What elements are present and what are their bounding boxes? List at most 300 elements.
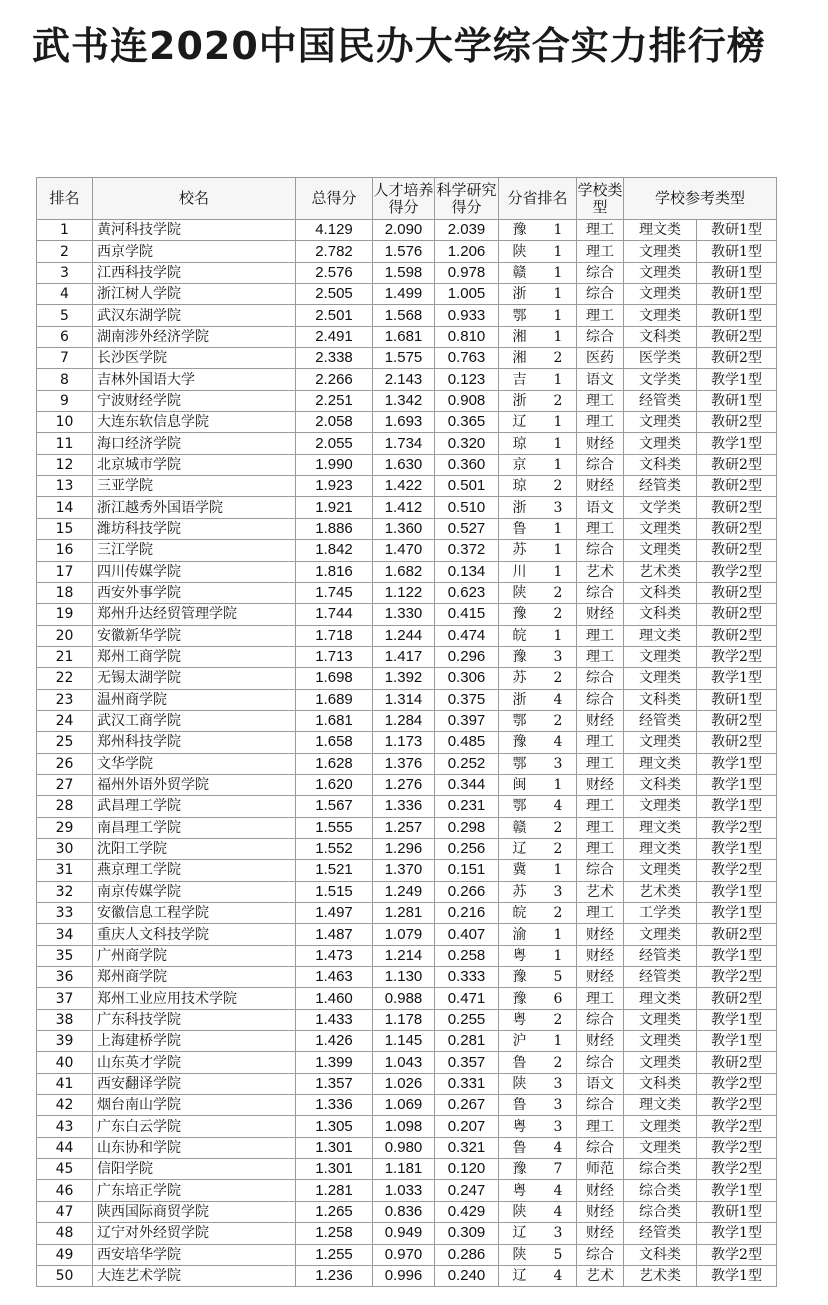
- cell-rank: 35: [37, 945, 93, 966]
- cell-research-score: 0.333: [435, 967, 499, 988]
- cell-talent-score: 1.257: [373, 817, 435, 838]
- cell-school-name: 温州商学院: [93, 689, 296, 710]
- table-row: [37, 604, 777, 625]
- ranking-table-container: [36, 177, 777, 1287]
- cell-research-score: 0.978: [435, 262, 499, 283]
- cell-rank: 27: [37, 774, 93, 795]
- cell-province-rank-number: 1: [553, 286, 563, 303]
- cell-province-rank-number: 1: [553, 371, 563, 388]
- cell-school-type: 理工: [577, 796, 624, 817]
- header-rank: 排名: [37, 178, 93, 220]
- cell-ref-category: 文科类: [624, 774, 697, 795]
- table-row: [37, 390, 777, 411]
- cell-research-score: 0.372: [435, 540, 499, 561]
- cell-ref-level: 教研2型: [697, 412, 777, 433]
- cell-rank: 42: [37, 1095, 93, 1116]
- header-research: 科学研究得分: [435, 178, 499, 220]
- cell-province: 豫: [512, 1161, 527, 1178]
- cell-talent-score: 1.681: [373, 326, 435, 347]
- cell-province-rank-number: 2: [553, 392, 563, 409]
- cell-ref-category: 文学类: [624, 369, 697, 390]
- cell-province-rank: [499, 1031, 577, 1052]
- cell-province-rank-number: 2: [553, 713, 563, 730]
- header-name: 校名: [93, 178, 296, 220]
- cell-province-rank-number: 3: [553, 1118, 563, 1135]
- cell-province: 湘: [512, 328, 527, 345]
- table-row: [37, 710, 777, 731]
- table-row: [37, 1073, 777, 1094]
- table-row: [37, 1116, 777, 1137]
- cell-rank: 43: [37, 1116, 93, 1137]
- cell-research-score: 1.005: [435, 284, 499, 305]
- cell-province: 粤: [512, 1011, 527, 1028]
- cell-province-rank: [499, 924, 577, 945]
- cell-ref-level: 教研2型: [697, 476, 777, 497]
- cell-ref-category: 文理类: [624, 860, 697, 881]
- cell-ref-category: 文学类: [624, 497, 697, 518]
- cell-school-type: 财经: [577, 433, 624, 454]
- cell-research-score: 0.407: [435, 924, 499, 945]
- cell-total-score: 1.515: [296, 881, 373, 902]
- cell-total-score: 1.567: [296, 796, 373, 817]
- cell-ref-category: 文理类: [624, 305, 697, 326]
- cell-school-name: 西京学院: [93, 241, 296, 262]
- cell-total-score: 1.552: [296, 838, 373, 859]
- cell-school-type: 财经: [577, 924, 624, 945]
- cell-research-score: 0.255: [435, 1009, 499, 1030]
- cell-ref-level: 教研2型: [697, 348, 777, 369]
- cell-ref-category: 理文类: [624, 817, 697, 838]
- cell-total-score: 1.713: [296, 646, 373, 667]
- cell-research-score: 0.365: [435, 412, 499, 433]
- cell-rank: 4: [37, 284, 93, 305]
- cell-total-score: 1.460: [296, 988, 373, 1009]
- cell-province: 湘: [512, 350, 527, 367]
- cell-school-name: 烟台南山学院: [93, 1095, 296, 1116]
- header-ref-type: 学校参考类型: [624, 178, 777, 220]
- cell-rank: 9: [37, 390, 93, 411]
- cell-talent-score: 1.098: [373, 1116, 435, 1137]
- cell-school-type: 财经: [577, 945, 624, 966]
- cell-talent-score: 0.996: [373, 1265, 435, 1286]
- cell-province-rank-number: 2: [553, 350, 563, 367]
- cell-province-rank: [499, 689, 577, 710]
- cell-school-type: 财经: [577, 1180, 624, 1201]
- cell-province: 粤: [512, 1182, 527, 1199]
- cell-province: 川: [512, 563, 527, 580]
- cell-province: 陕: [512, 243, 527, 260]
- cell-school-type: 财经: [577, 1031, 624, 1052]
- cell-research-score: 0.320: [435, 433, 499, 454]
- cell-talent-score: 1.693: [373, 412, 435, 433]
- cell-ref-category: 综合类: [624, 1201, 697, 1222]
- cell-province-rank: [499, 433, 577, 454]
- cell-province: 渝: [512, 926, 527, 943]
- cell-school-type: 综合: [577, 326, 624, 347]
- cell-talent-score: 1.370: [373, 860, 435, 881]
- cell-province: 琼: [512, 435, 527, 452]
- cell-ref-category: 综合类: [624, 1180, 697, 1201]
- table-row: [37, 817, 777, 838]
- cell-talent-score: 1.173: [373, 732, 435, 753]
- cell-total-score: 1.497: [296, 903, 373, 924]
- cell-talent-score: 1.178: [373, 1009, 435, 1030]
- cell-province-rank-number: 1: [553, 456, 563, 473]
- cell-rank: 19: [37, 604, 93, 625]
- cell-research-score: 0.306: [435, 668, 499, 689]
- cell-province-rank: [499, 1201, 577, 1222]
- ranking-table: [36, 177, 777, 1287]
- cell-talent-score: 1.145: [373, 1031, 435, 1052]
- cell-rank: 24: [37, 710, 93, 731]
- cell-province: 粤: [512, 1118, 527, 1135]
- cell-ref-category: 文科类: [624, 1073, 697, 1094]
- cell-total-score: 1.689: [296, 689, 373, 710]
- table-row: [37, 305, 777, 326]
- cell-ref-category: 文理类: [624, 1116, 697, 1137]
- cell-school-name: 武昌理工学院: [93, 796, 296, 817]
- cell-research-score: 0.474: [435, 625, 499, 646]
- cell-rank: 32: [37, 881, 93, 902]
- cell-school-name: 黄河科技学院: [93, 220, 296, 241]
- cell-talent-score: 1.568: [373, 305, 435, 326]
- cell-research-score: 0.296: [435, 646, 499, 667]
- cell-province-rank-number: 2: [553, 478, 563, 495]
- cell-rank: 23: [37, 689, 93, 710]
- cell-ref-level: 教学1型: [697, 945, 777, 966]
- cell-ref-level: 教学1型: [697, 796, 777, 817]
- cell-province-rank-number: 3: [553, 883, 563, 900]
- cell-ref-level: 教研2型: [697, 710, 777, 731]
- cell-school-name: 广东科技学院: [93, 1009, 296, 1030]
- cell-ref-level: 教学2型: [697, 967, 777, 988]
- cell-school-name: 山东英才学院: [93, 1052, 296, 1073]
- cell-talent-score: 1.336: [373, 796, 435, 817]
- cell-research-score: 0.810: [435, 326, 499, 347]
- cell-ref-category: 文理类: [624, 1052, 697, 1073]
- cell-province: 吉: [512, 371, 527, 388]
- cell-school-type: 理工: [577, 817, 624, 838]
- cell-province-rank: [499, 284, 577, 305]
- cell-ref-level: 教研1型: [697, 390, 777, 411]
- cell-total-score: 1.628: [296, 753, 373, 774]
- cell-school-name: 安徽信息工程学院: [93, 903, 296, 924]
- cell-school-name: 大连艺术学院: [93, 1265, 296, 1286]
- cell-rank: 48: [37, 1223, 93, 1244]
- cell-school-type: 语文: [577, 1073, 624, 1094]
- cell-province-rank-number: 1: [553, 222, 563, 239]
- cell-talent-score: 1.276: [373, 774, 435, 795]
- cell-province: 豫: [512, 222, 527, 239]
- cell-school-type: 财经: [577, 967, 624, 988]
- cell-school-type: 理工: [577, 732, 624, 753]
- cell-ref-category: 文理类: [624, 540, 697, 561]
- cell-ref-level: 教学2型: [697, 1244, 777, 1265]
- cell-school-type: 理工: [577, 753, 624, 774]
- cell-total-score: 1.301: [296, 1137, 373, 1158]
- table-row: [37, 1180, 777, 1201]
- cell-ref-level: 教学1型: [697, 838, 777, 859]
- cell-ref-level: 教学1型: [697, 881, 777, 902]
- cell-research-score: 0.216: [435, 903, 499, 924]
- cell-rank: 38: [37, 1009, 93, 1030]
- cell-research-score: 0.120: [435, 1159, 499, 1180]
- cell-total-score: 2.058: [296, 412, 373, 433]
- cell-talent-score: 1.079: [373, 924, 435, 945]
- table-row: [37, 497, 777, 518]
- cell-rank: 31: [37, 860, 93, 881]
- cell-total-score: 1.990: [296, 454, 373, 475]
- cell-rank: 15: [37, 518, 93, 539]
- cell-ref-level: 教研2型: [697, 582, 777, 603]
- cell-ref-category: 经管类: [624, 390, 697, 411]
- cell-ref-level: 教研1型: [697, 689, 777, 710]
- cell-ref-level: 教学1型: [697, 668, 777, 689]
- cell-research-score: 0.331: [435, 1073, 499, 1094]
- cell-rank: 12: [37, 454, 93, 475]
- cell-province: 浙: [512, 499, 527, 516]
- cell-total-score: 1.487: [296, 924, 373, 945]
- cell-talent-score: 1.575: [373, 348, 435, 369]
- cell-talent-score: 0.970: [373, 1244, 435, 1265]
- cell-province-rank: [499, 1265, 577, 1286]
- cell-school-type: 综合: [577, 689, 624, 710]
- cell-ref-level: 教学2型: [697, 646, 777, 667]
- cell-total-score: 1.463: [296, 967, 373, 988]
- cell-school-type: 艺术: [577, 881, 624, 902]
- cell-school-type: 财经: [577, 1223, 624, 1244]
- cell-total-score: 1.886: [296, 518, 373, 539]
- cell-province-rank: [499, 540, 577, 561]
- cell-province-rank: [499, 860, 577, 881]
- cell-school-name: 文华学院: [93, 753, 296, 774]
- cell-ref-level: 教学1型: [697, 903, 777, 924]
- cell-ref-level: 教研1型: [697, 1201, 777, 1222]
- cell-talent-score: 1.069: [373, 1095, 435, 1116]
- cell-province-rank: [499, 390, 577, 411]
- table-row: [37, 262, 777, 283]
- cell-province-rank-number: 1: [553, 243, 563, 260]
- cell-ref-level: 教研1型: [697, 262, 777, 283]
- cell-ref-level: 教学2型: [697, 1137, 777, 1158]
- cell-school-type: 综合: [577, 1137, 624, 1158]
- cell-province: 沪: [512, 1033, 527, 1050]
- cell-total-score: 1.744: [296, 604, 373, 625]
- cell-talent-score: 1.376: [373, 753, 435, 774]
- cell-province: 浙: [512, 392, 527, 409]
- cell-province-rank-number: 2: [553, 1011, 563, 1028]
- cell-ref-category: 文理类: [624, 646, 697, 667]
- cell-province-rank-number: 4: [553, 1203, 563, 1220]
- table-row: [37, 241, 777, 262]
- cell-province-rank-number: 2: [553, 670, 563, 687]
- cell-province-rank: [499, 476, 577, 497]
- cell-province-rank-number: 1: [553, 1033, 563, 1050]
- cell-ref-level: 教学2型: [697, 1073, 777, 1094]
- cell-talent-score: 1.412: [373, 497, 435, 518]
- cell-total-score: 1.281: [296, 1180, 373, 1201]
- cell-talent-score: 1.392: [373, 668, 435, 689]
- cell-province: 鄂: [512, 307, 527, 324]
- table-row: [37, 326, 777, 347]
- cell-total-score: 2.576: [296, 262, 373, 283]
- cell-province-rank-number: 5: [553, 969, 563, 986]
- cell-research-score: 0.258: [435, 945, 499, 966]
- cell-talent-score: 1.470: [373, 540, 435, 561]
- cell-school-name: 信阳学院: [93, 1159, 296, 1180]
- cell-talent-score: 1.244: [373, 625, 435, 646]
- cell-province-rank-number: 2: [553, 905, 563, 922]
- cell-ref-category: 文科类: [624, 689, 697, 710]
- cell-province: 鲁: [512, 520, 527, 537]
- cell-school-type: 医药: [577, 348, 624, 369]
- cell-province-rank-number: 4: [553, 1139, 563, 1156]
- table-row: [37, 1031, 777, 1052]
- cell-ref-level: 教研2型: [697, 625, 777, 646]
- cell-school-name: 吉林外国语大学: [93, 369, 296, 390]
- cell-ref-category: 文科类: [624, 326, 697, 347]
- cell-school-name: 南京传媒学院: [93, 881, 296, 902]
- cell-rank: 46: [37, 1180, 93, 1201]
- cell-talent-score: 2.090: [373, 220, 435, 241]
- cell-total-score: 1.921: [296, 497, 373, 518]
- table-row: [37, 646, 777, 667]
- cell-talent-score: 1.417: [373, 646, 435, 667]
- cell-province: 苏: [512, 883, 527, 900]
- cell-rank: 8: [37, 369, 93, 390]
- cell-province-rank: [499, 1116, 577, 1137]
- cell-province-rank: [499, 1223, 577, 1244]
- table-row: [37, 903, 777, 924]
- cell-total-score: 1.301: [296, 1159, 373, 1180]
- table-row: [37, 625, 777, 646]
- cell-province-rank: [499, 625, 577, 646]
- cell-school-type: 财经: [577, 1201, 624, 1222]
- cell-ref-category: 文理类: [624, 433, 697, 454]
- cell-research-score: 0.281: [435, 1031, 499, 1052]
- cell-rank: 11: [37, 433, 93, 454]
- cell-total-score: 2.505: [296, 284, 373, 305]
- cell-school-type: 财经: [577, 774, 624, 795]
- cell-province: 陕: [512, 1246, 527, 1263]
- table-row: [37, 433, 777, 454]
- cell-province: 皖: [512, 627, 527, 644]
- cell-province-rank: [499, 967, 577, 988]
- cell-province-rank-number: 2: [553, 606, 563, 623]
- cell-total-score: 1.816: [296, 561, 373, 582]
- table-row: [37, 1095, 777, 1116]
- cell-province: 豫: [512, 606, 527, 623]
- cell-ref-category: 文理类: [624, 796, 697, 817]
- table-row: [37, 967, 777, 988]
- cell-school-type: 综合: [577, 1052, 624, 1073]
- cell-research-score: 0.266: [435, 881, 499, 902]
- table-row: [37, 454, 777, 475]
- cell-ref-category: 文科类: [624, 454, 697, 475]
- cell-province-rank-number: 1: [553, 435, 563, 452]
- cell-rank: 28: [37, 796, 93, 817]
- cell-province-rank: [499, 796, 577, 817]
- table-row: [37, 369, 777, 390]
- cell-province-rank-number: 7: [553, 1161, 563, 1178]
- cell-ref-category: 文科类: [624, 1244, 697, 1265]
- cell-rank: 6: [37, 326, 93, 347]
- cell-rank: 44: [37, 1137, 93, 1158]
- cell-ref-level: 教学1型: [697, 1265, 777, 1286]
- table-row: [37, 881, 777, 902]
- cell-research-score: 0.763: [435, 348, 499, 369]
- cell-total-score: 1.258: [296, 1223, 373, 1244]
- cell-school-name: 浙江越秀外国语学院: [93, 497, 296, 518]
- cell-province: 苏: [512, 542, 527, 559]
- cell-rank: 37: [37, 988, 93, 1009]
- header-talent: 人才培养得分: [373, 178, 435, 220]
- cell-province-rank-number: 2: [553, 819, 563, 836]
- cell-rank: 14: [37, 497, 93, 518]
- cell-rank: 39: [37, 1031, 93, 1052]
- cell-research-score: 0.908: [435, 390, 499, 411]
- table-row: [37, 582, 777, 603]
- cell-total-score: 1.426: [296, 1031, 373, 1052]
- cell-province: 辽: [512, 1268, 527, 1285]
- header-school-type: 学校类型: [577, 178, 624, 220]
- cell-school-name: 大连东软信息学院: [93, 412, 296, 433]
- cell-province: 辽: [512, 841, 527, 858]
- cell-total-score: 1.255: [296, 1244, 373, 1265]
- cell-ref-level: 教学1型: [697, 753, 777, 774]
- cell-talent-score: 0.988: [373, 988, 435, 1009]
- cell-ref-category: 理文类: [624, 838, 697, 859]
- cell-school-name: 西安翻译学院: [93, 1073, 296, 1094]
- cell-total-score: 2.782: [296, 241, 373, 262]
- cell-province-rank: [499, 220, 577, 241]
- cell-research-score: 0.286: [435, 1244, 499, 1265]
- cell-research-score: 0.501: [435, 476, 499, 497]
- cell-school-type: 理工: [577, 390, 624, 411]
- cell-total-score: 1.305: [296, 1116, 373, 1137]
- cell-province-rank: [499, 1095, 577, 1116]
- cell-research-score: 0.527: [435, 518, 499, 539]
- cell-total-score: 1.620: [296, 774, 373, 795]
- cell-rank: 21: [37, 646, 93, 667]
- cell-school-type: 综合: [577, 668, 624, 689]
- table-row: [37, 924, 777, 945]
- cell-ref-level: 教学1型: [697, 1009, 777, 1030]
- cell-province-rank: [499, 838, 577, 859]
- cell-ref-level: 教学2型: [697, 860, 777, 881]
- cell-province: 赣: [512, 264, 527, 281]
- cell-province-rank-number: 2: [553, 841, 563, 858]
- cell-province-rank: [499, 454, 577, 475]
- cell-rank: 16: [37, 540, 93, 561]
- cell-school-type: 理工: [577, 988, 624, 1009]
- cell-school-name: 潍坊科技学院: [93, 518, 296, 539]
- cell-province-rank: [499, 305, 577, 326]
- cell-school-name: 西安外事学院: [93, 582, 296, 603]
- cell-province: 苏: [512, 670, 527, 687]
- cell-rank: 47: [37, 1201, 93, 1222]
- cell-province-rank-number: 4: [553, 691, 563, 708]
- cell-province-rank: [499, 604, 577, 625]
- cell-ref-level: 教学2型: [697, 1095, 777, 1116]
- cell-school-type: 综合: [577, 454, 624, 475]
- cell-province-rank-number: 1: [553, 542, 563, 559]
- cell-school-type: 财经: [577, 604, 624, 625]
- cell-research-score: 2.039: [435, 220, 499, 241]
- cell-rank: 7: [37, 348, 93, 369]
- cell-ref-category: 文理类: [624, 1031, 697, 1052]
- cell-ref-category: 经管类: [624, 476, 697, 497]
